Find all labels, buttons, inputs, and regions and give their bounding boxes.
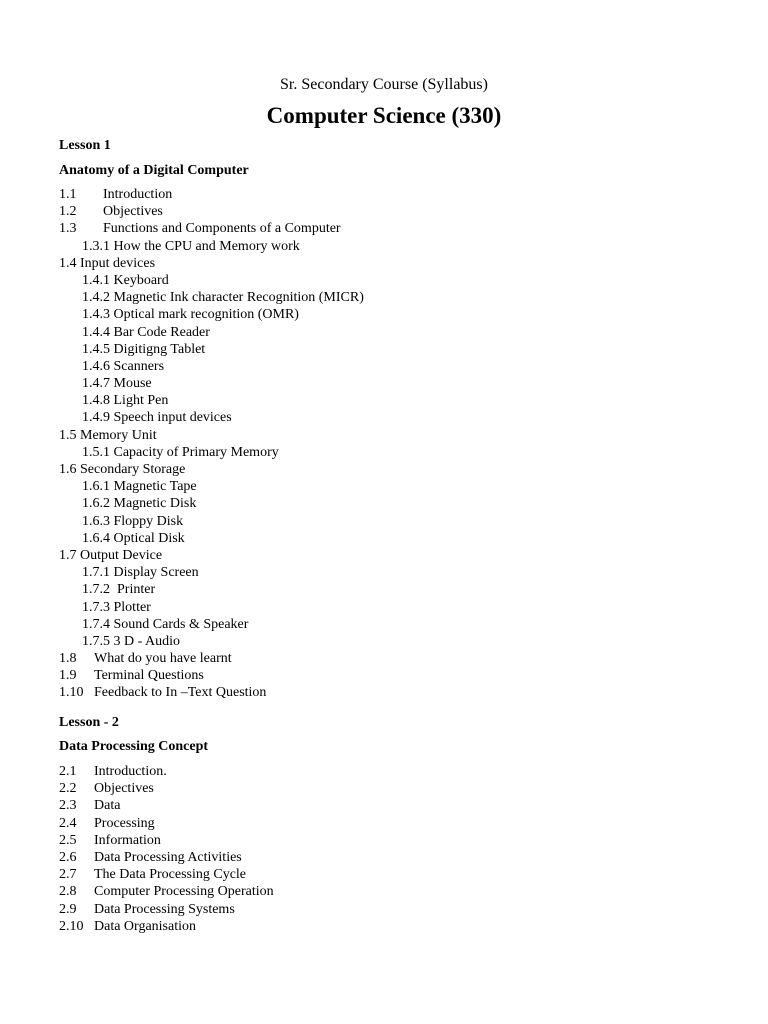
item-text: Terminal Questions — [94, 668, 204, 684]
outline-item — [59, 220, 364, 237]
course-subtitle: Sr. Secondary Course (Syllabus) — [280, 76, 488, 93]
outline-item: 1.7.2 Printer — [82, 582, 156, 598]
item-number: 2.5 — [59, 832, 77, 848]
outline-item — [59, 883, 274, 900]
outline-item: 1.6.3 Floppy Disk — [82, 513, 184, 529]
lesson2-title: Data Processing Concept — [59, 739, 209, 754]
outline-item — [59, 797, 274, 814]
outline-item: 1.6.2 Magnetic Disk — [82, 496, 197, 512]
item-text: Computer Processing Operation — [94, 884, 274, 900]
item-number: 2.8 — [59, 884, 77, 900]
item-text: Processing — [94, 815, 155, 831]
lesson1-outline — [59, 186, 364, 702]
item-number: 1.1 — [59, 187, 77, 202]
outline-item: 1.6 Secondary Storage — [59, 462, 186, 477]
item-text: Functions and Components of a Computer — [103, 221, 341, 237]
outline-item: 1.4 Input devices — [59, 255, 156, 271]
outline-item: 1.4.8 Light Pen — [82, 393, 169, 409]
item-text: Objectives — [94, 781, 154, 797]
item-text: Data Processing Activities — [94, 849, 242, 865]
outline-item — [59, 186, 364, 203]
outline-item — [59, 667, 364, 684]
item-number: 1.3 — [59, 221, 77, 237]
item-text: Feedback to In –Text Question — [94, 685, 267, 701]
lesson2-label: Lesson - 2 — [59, 715, 119, 730]
outline-item: 1.4.6 Scanners — [82, 358, 165, 374]
item-number: 2.3 — [59, 798, 77, 814]
outline-item — [59, 780, 274, 797]
outline-item: 1.7.5 3 D - Audio — [82, 633, 180, 649]
item-number: 2.1 — [59, 764, 77, 779]
item-number: 2.10 — [59, 918, 84, 934]
item-number: 1.9 — [59, 668, 77, 684]
outline-item: 1.4.1 Keyboard — [82, 272, 169, 288]
item-number: 1.8 — [59, 651, 77, 667]
outline-item — [59, 650, 364, 667]
item-text: What do you have learnt — [94, 651, 232, 667]
outline-item: 1.6.1 Magnetic Tape — [82, 479, 197, 495]
outline-item — [59, 203, 364, 220]
outline-item — [59, 684, 364, 701]
lesson1-label: Lesson 1 — [59, 138, 111, 153]
course-title: Computer Science (330) — [266, 103, 502, 128]
outline-item — [59, 918, 274, 935]
outline-item: 1.6.4 Optical Disk — [82, 530, 185, 546]
item-number: 1.10 — [59, 685, 84, 701]
outline-item: 1.5 Memory Unit — [59, 427, 157, 443]
item-text: Data Organisation — [94, 918, 196, 934]
outline-item: 1.4.5 Digitigng Tablet — [82, 341, 206, 357]
item-text: Information — [94, 832, 161, 848]
outline-item — [59, 866, 274, 883]
outline-item: 1.7.3 Plotter — [82, 599, 151, 615]
outline-item — [59, 815, 274, 832]
item-text: The Data Processing Cycle — [94, 867, 247, 883]
outline-item: 1.7.1 Display Screen — [82, 565, 199, 581]
item-text: Introduction — [103, 187, 173, 202]
outline-item: 1.4.4 Bar Code Reader — [82, 324, 210, 340]
lesson2-outline — [59, 763, 274, 935]
outline-item: 1.7 Output Device — [59, 547, 163, 563]
item-number: 2.4 — [59, 815, 77, 831]
outline-item: 1.5.1 Capacity of Primary Memory — [82, 444, 279, 460]
outline-item: 1.7.4 Sound Cards & Speaker — [82, 616, 249, 632]
outline-item: 1.4.3 Optical mark recognition (OMR) — [82, 307, 299, 323]
item-number: 2.9 — [59, 901, 77, 917]
item-text: Data Processing Systems — [94, 901, 235, 917]
item-text: Introduction. — [94, 764, 167, 779]
outline-item: 1.4.9 Speech input devices — [82, 410, 232, 426]
lesson1-title: Anatomy of a Digital Computer — [59, 163, 249, 178]
outline-item: 1.3.1 How the CPU and Memory work — [82, 238, 300, 254]
outline-item — [59, 832, 274, 849]
item-number: 1.2 — [59, 204, 77, 220]
item-text: Data — [94, 798, 121, 814]
item-number: 2.2 — [59, 781, 77, 797]
outline-item — [59, 763, 274, 780]
outline-item: 1.4.2 Magnetic Ink character Recognition (MICR) — [82, 290, 364, 306]
outline-item — [59, 901, 274, 918]
outline-item — [59, 849, 274, 866]
item-number: 2.6 — [59, 849, 77, 865]
item-number: 2.7 — [59, 867, 77, 883]
item-text: Objectives — [103, 204, 163, 220]
outline-item: 1.4.7 Mouse — [82, 376, 152, 392]
